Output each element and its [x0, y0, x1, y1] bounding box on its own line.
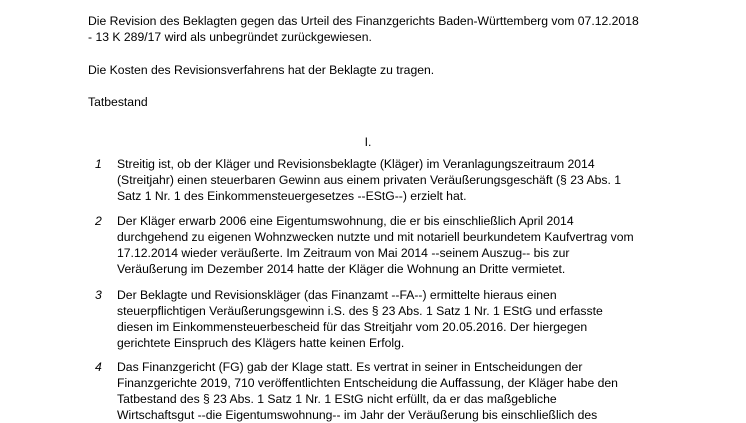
section-title: Tatbestand	[88, 95, 148, 109]
paragraph-text	[117, 359, 697, 423]
paragraph-line: Satz 1 Nr. 1 des Einkommensteuergesetzes --EStG--) erzielt hat.	[117, 189, 467, 203]
paragraph-line: (Streitjahr) einen steuerbaren Gewinn aus einem privaten Veräußerungsgeschäft (§ 23 Abs. 1	[117, 173, 622, 187]
paragraph-line: diesen im Einkommensteuerbescheid für das Streitjahr vom 20.05.2016. Der hiergegen	[117, 320, 588, 334]
paragraph-number: 4	[95, 360, 102, 374]
paragraph-line: durchgehend zu eigenen Wohnzwecken nutzte und mit notariell beurkundetem Kaufvertrag vom	[117, 230, 634, 244]
paragraph-line: Das Finanzgericht (FG) gab der Klage statt. Es vertrat in seiner in Entscheidungen der	[117, 360, 583, 374]
verdict-line-2: - 13 K 289/17 wird als unbegründet zurückgewiesen.	[88, 30, 372, 44]
paragraph-line: Wirtschaftsgut --die Eigentumswohnung-- im Jahr der Veräußerung bis einschließlich des	[117, 408, 598, 422]
paragraph-line: Der Kläger erwarb 2006 eine Eigentumswohnung, die er bis einschließlich April 2014	[117, 214, 574, 228]
paragraph-text	[117, 213, 697, 277]
paragraph-line: Tatbestand des § 23 Abs. 1 Satz 1 Nr. 1 EStG nicht erfüllt, da er das maßgebliche	[117, 392, 557, 406]
costs-paragraph: Die Kosten des Revisionsverfahrens hat der Beklagte zu tragen.	[88, 63, 435, 77]
paragraph-text	[117, 287, 697, 351]
verdict-paragraph	[88, 13, 688, 45]
paragraph-line: Finanzgerichte 2019, 710 veröffentlichten Entscheidung die Auffassung, der Kläger habe den	[117, 376, 618, 390]
paragraph-number: 1	[95, 157, 102, 171]
paragraph-line: Veräußerung im Dezember 2014 hatte der Kläger die Wohnung an Dritte vermietet.	[117, 262, 566, 276]
verdict-line-1: Die Revision des Beklagten gegen das Urteil des Finanzgerichts Baden-Württemberg vom 07.12.2018	[88, 14, 639, 28]
paragraph-number: 3	[95, 288, 102, 302]
paragraph-line: Streitig ist, ob der Kläger und Revisionsbeklagte (Kläger) im Veranlagungszeitraum 2014	[117, 157, 595, 171]
paragraph-line: gerichtete Einspruch des Klägers hatte keinen Erfolg.	[117, 336, 405, 350]
paragraph-line: steuerpflichtigen Veräußerungsgewinn i.S. des § 23 Abs. 1 Satz 1 Nr. 1 EStG und erfasste	[117, 304, 603, 318]
roman-heading: I.	[364, 135, 372, 149]
paragraph-text	[117, 156, 697, 204]
paragraph-number: 2	[95, 214, 102, 228]
paragraph-line: Der Beklagte und Revisionskläger (das Finanzamt --FA--) ermittelte hieraus einen	[117, 288, 557, 302]
paragraph-line: 17.12.2014 wieder veräußerte. Im Zeitraum von Mai 2014 --seinem Auszug-- bis zur	[117, 246, 570, 260]
